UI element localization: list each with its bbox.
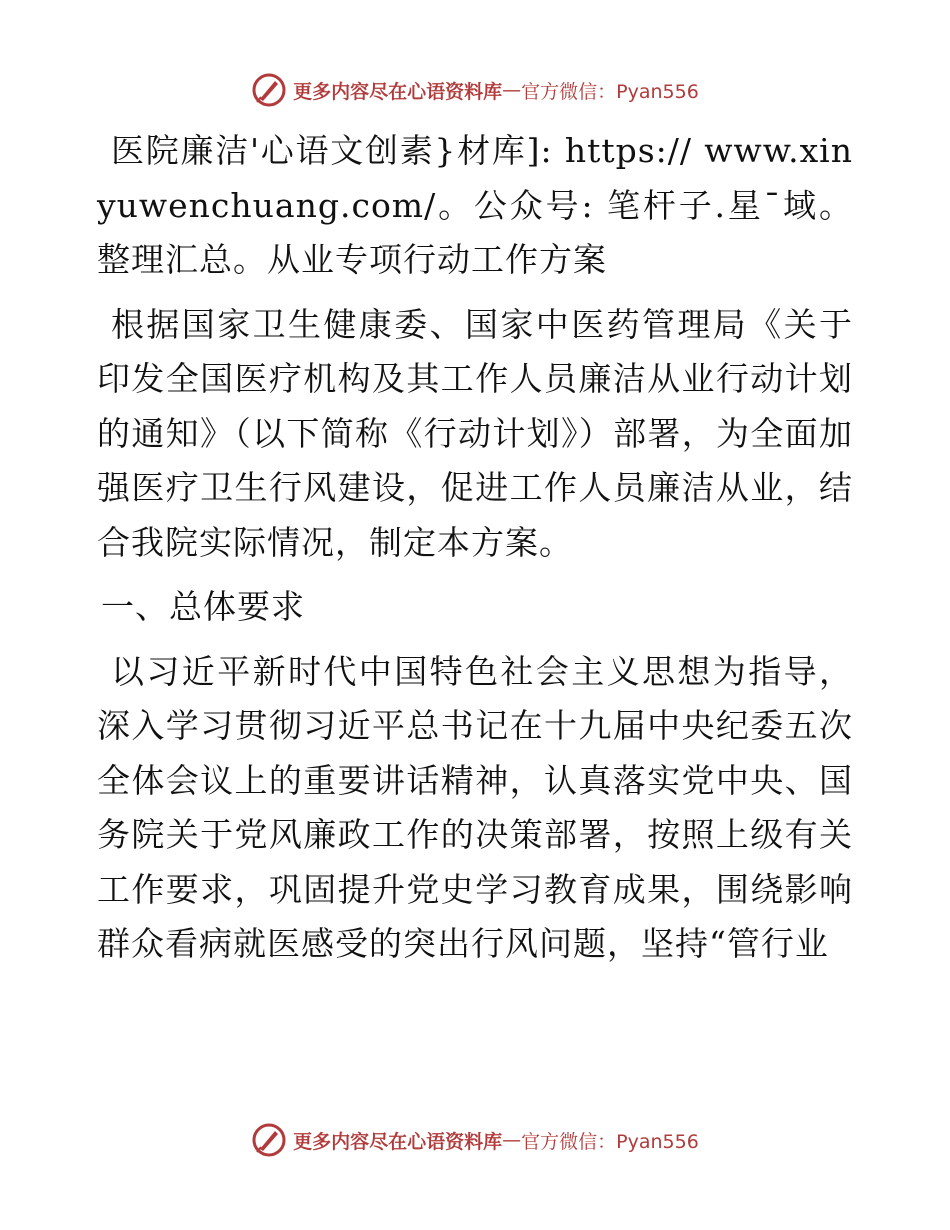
section-heading-1: 一、总体要求 xyxy=(101,587,305,626)
quill-pen-seal-icon xyxy=(251,1122,287,1158)
quill-pen-seal-icon xyxy=(251,72,287,108)
footer-separator: — xyxy=(502,1129,522,1151)
banner-wechat: 官方微信：Pyan556 xyxy=(521,80,699,103)
paragraph-1: 根据国家卫生健康委、国家中医药管理局《关于印发全国医疗机构及其工作人员廉洁从业行动计划的通知》（以下简称《行动计划》）部署，为全面加强医疗卫生行风建设，促进工作人员廉洁从业，结合我院实际情况，制定本方案。 xyxy=(97,304,853,562)
paragraph-2: 以习近平新时代中国特色社会主义思想为指导，深入学习贯彻习近平总书记在十九届中央纪委五次全体会议上的重要讲话精神，认真落实党中央、国务院关于党风廉政工作的决策部署，按照上级有关工作要求，巩固提升党史学习教育成果，围绕影响群众看病就医感受的突出行风问题，坚持“管行业 xyxy=(97,651,853,963)
footer-brand: 更多内容尽在心语资料库 xyxy=(293,1130,503,1153)
banner-brand: 更多内容尽在心语资料库 xyxy=(293,80,503,103)
banner-separator: — xyxy=(502,79,522,101)
footer-banner xyxy=(0,1120,950,1160)
intro-paragraph: 医院廉洁'心语文创素}材库]: https:// www.xinyuwenchuang.com/。公众号: 笔杆子.星¯域。整理汇总。从业专项行动工作方案 xyxy=(97,131,853,279)
footer-wechat: 官方微信：Pyan556 xyxy=(521,1130,699,1153)
header-banner xyxy=(0,70,950,110)
document-body xyxy=(97,124,853,982)
